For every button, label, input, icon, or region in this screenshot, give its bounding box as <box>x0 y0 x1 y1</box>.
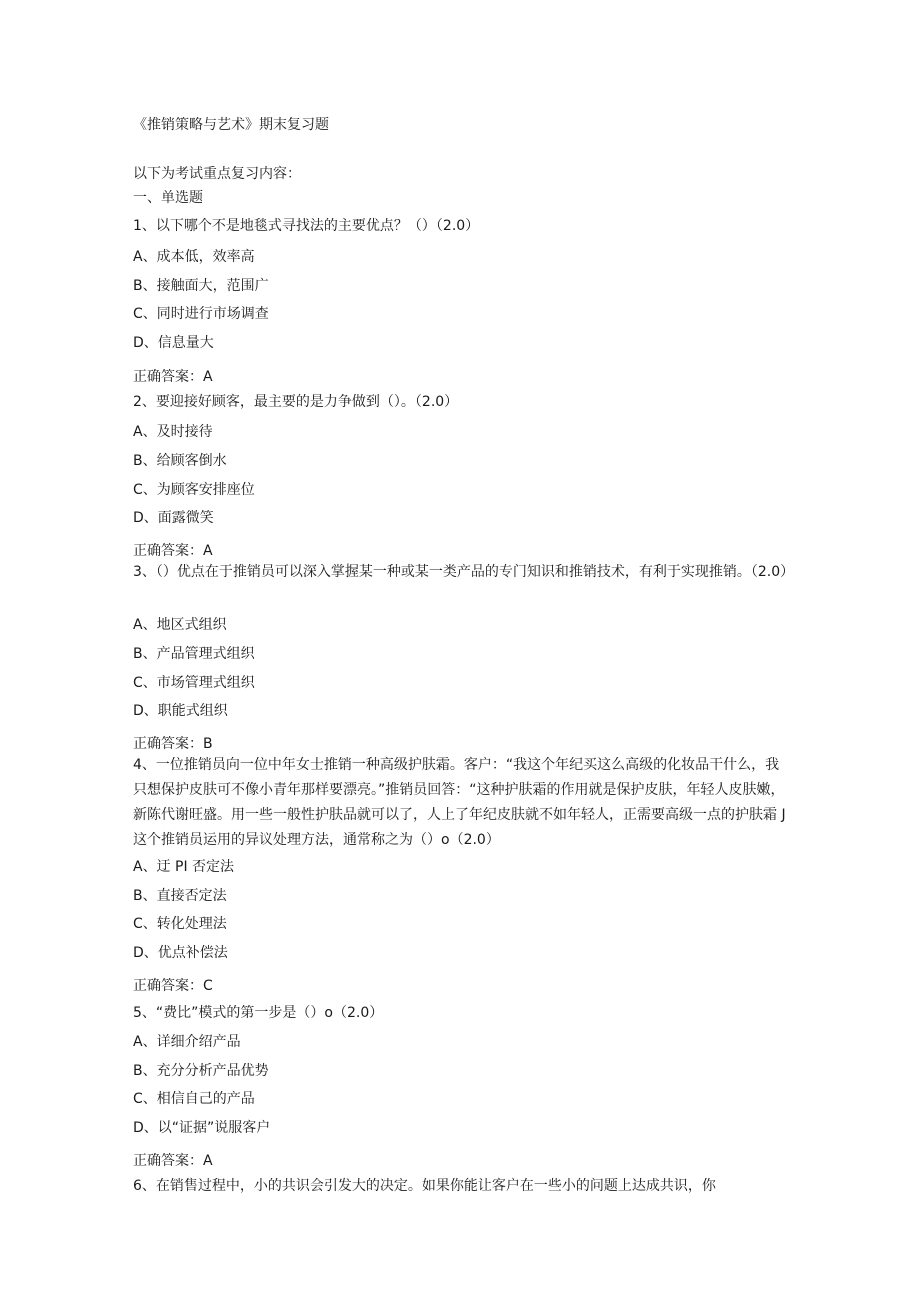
page-title: 《推销策略与艺术》期末复习题 <box>133 117 329 133</box>
option-c: C、转化处理法 <box>133 916 227 932</box>
option-a: A、迂 PI 否定法 <box>133 859 235 875</box>
option-d: D、优点补偿法 <box>133 945 228 961</box>
answer-text: 正确答案：B <box>133 736 213 752</box>
question-stem: 4、一位推销员向一位中年女士推销一种高级护肤霜。客户：“我这个年纪买这么高级的化妆品干什么，我只想保护皮肤可不像小青年那样要漂亮。”推销员回答：“这种护肤霜的作用就是保护皮肤，年轻人皮肤嫩，新陈代谢旺盛。用一些一般性护肤品就可以了，人上了年纪皮肤就不如年轻人，正需要高级一点的护肤霜 J 这个推销员运用的异议处理方法，通常称之为（）o（2.0） <box>133 757 786 848</box>
option-b: B、产品管理式组织 <box>133 646 255 662</box>
option-d: D、面露微笑 <box>133 510 214 526</box>
option-b: B、直接否定法 <box>133 888 227 904</box>
section-heading: 一、单选题 <box>133 190 203 206</box>
option-b: B、接触面大，范围广 <box>133 278 269 294</box>
option-c: C、为顾客安排座位 <box>133 482 255 498</box>
option-b: B、给顾客倒水 <box>133 453 227 469</box>
answer-text: 正确答案：A <box>133 369 213 385</box>
answer-text: 正确答案：A <box>133 543 213 559</box>
option-a: A、及时接待 <box>133 424 213 440</box>
option-d: D、职能式组织 <box>133 703 228 719</box>
option-b: B、充分分析产品优势 <box>133 1063 269 1079</box>
option-a: A、成本低，效率高 <box>133 249 255 265</box>
option-c: C、相信自己的产品 <box>133 1091 255 1107</box>
option-a: A、详细介绍产品 <box>133 1034 241 1050</box>
intro-text: 以下为考试重点复习内容： <box>133 166 301 182</box>
option-d: D、信息量大 <box>133 335 214 351</box>
question-stem: 6、在销售过程中，小的共识会引发大的决定。如果你能让客户在一些小的问题上达成共识，你 <box>133 1178 716 1194</box>
question-stem: 5、“费比”模式的第一步是（）o（2.0） <box>133 1005 384 1021</box>
option-c: C、同时进行市场调查 <box>133 306 269 322</box>
option-d: D、以“证据”说服客户 <box>133 1120 271 1136</box>
question-stem: 1、以下哪个不是地毯式寻找法的主要优点？（）（2.0） <box>133 218 480 234</box>
answer-text: 正确答案：C <box>133 978 213 994</box>
question-stem: 3、（）优点在于推销员可以深入掌握某一种或某一类产品的专门知识和推销技术，有利于实现推销。（2.0） <box>133 564 795 580</box>
question-stem: 2、要迎接好顾客，最主要的是力争做到（）。（2.0） <box>133 394 459 410</box>
option-c: C、市场管理式组织 <box>133 675 255 691</box>
answer-text: 正确答案：A <box>133 1153 213 1169</box>
option-a: A、地区式组织 <box>133 617 227 633</box>
